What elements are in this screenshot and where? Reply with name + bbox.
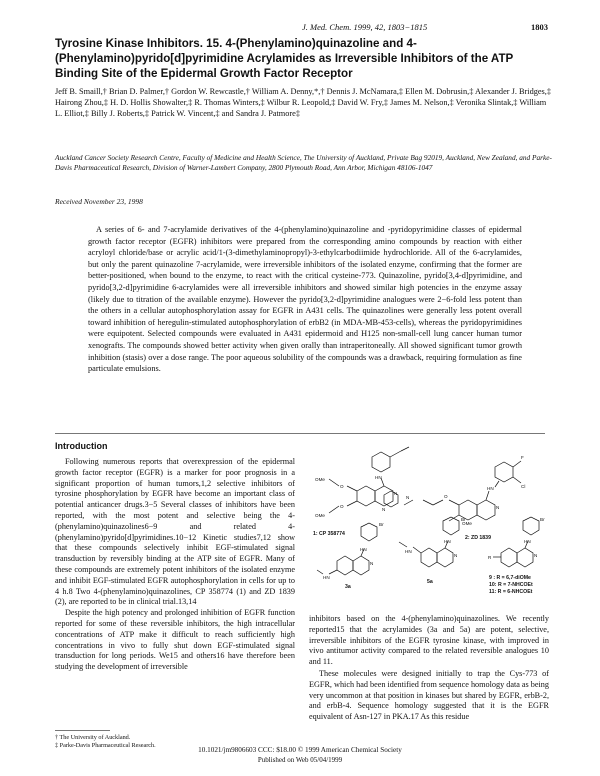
article-title: Tyrosine Kinase Inhibitors. 15. 4-(Phenylamino)quinazoline and 4-(Phenylamino)pyrido[d]pyrimidine Acrylamides as Irreversible Inhibitors of the ATP Binding Site of the Epidermal Growth Factor Receptor (55, 37, 514, 80)
structures-drawing (309, 443, 549, 611)
received-date: Received November 23, 1998 (55, 197, 143, 206)
footnote: ‡ Parke-Davis Pharmaceutical Research. (55, 742, 156, 749)
compound-legend: 10: R = 7-NHCOEt (489, 582, 533, 588)
published-date: Published on Web 05/04/1999 (257, 756, 343, 764)
atom-label: F (521, 455, 524, 460)
intro-paragraph: Following numerous reports that overexpression of the epidermal growth factor receptor (EGFR) is a marker for poor prognosis in a significant proportion of human tumors,1,2 selective inhibitors of tyrosine phosphorylation by EGFR have become an important class of potential anticancer drugs.3−5 Several classes of inhibitors have been reported, with the most potent and selective being the 4-(phenylamino)quinazolines6−9 and related 4-(phenylamino)pyrido[d]pyrimidines.10−12 Kinetic studies7,12 show that these compounds selectively inhibit EGF-stimulated signal transduction by reversibly binding at the ATP site of EGFR. Many of these compounds are extremely potent inhibitors of the isolated enzyme and inhibit EGF-stimulated EGFR autophosphorylation in cells for up to 4 h.8 Two 4-(phenylamino)quinazolines, CP 358774 (1) and ZD 1839 (2), are reported to be in clinical trial.13,14 (55, 457, 295, 607)
atom-label: OMe (315, 513, 325, 518)
atom-label: HN (323, 575, 330, 580)
atom-label: Cl (521, 484, 526, 489)
atom-label: Br (461, 517, 466, 522)
section-heading-introduction: Introduction (55, 441, 108, 451)
atom-label: O (340, 504, 344, 509)
atom-label: OMe (462, 521, 472, 526)
atom-label: N (534, 553, 538, 558)
body-paragraph: inhibitors based on the 4-(phenylamino)quinazolines. We recently reported15 that the acrylamides (3a and 5a) are potent, selective, irreversible inhibitors of the EGFR tyrosine kinase, with improved in vivo antitumor activity compared to the related reversible analogues 10 and 11. (309, 614, 549, 667)
atom-label: N (370, 561, 374, 566)
atom-label: HN (375, 475, 382, 480)
divider (55, 433, 545, 434)
ring (495, 462, 513, 482)
ring (437, 548, 453, 567)
atom-label: N (496, 505, 500, 510)
ring (337, 556, 353, 575)
atom-label: O (340, 484, 344, 489)
intro-paragraph: Despite the high potency and prolonged inhibition of EGFR function reported for some of these reversible inhibitors, the high intracellular concentrations of ATP make it difficult to reach sufficiently high concentrations in vivo to fully shut down EGF-stimulated signal transduction for long periods. We15 and others16 have therefore been studying the development of irreversible (55, 608, 295, 672)
ring (477, 500, 495, 520)
chemical-structures-figure (309, 443, 549, 611)
atom-label: HN (444, 539, 451, 544)
journal-citation: J. Med. Chem. 1999, 42, 1803−1815 (302, 22, 428, 32)
ring (517, 548, 533, 567)
atom-label: O (444, 494, 448, 499)
atom-label: N (406, 495, 410, 500)
compound-legend: 11: R = 6-NHCOEt (489, 589, 533, 595)
atom-label: N (394, 491, 398, 496)
ring (353, 556, 369, 575)
atom-label: Br (379, 522, 384, 527)
ring (357, 486, 375, 506)
atom-label: R (488, 555, 492, 560)
compound-label: 3a (345, 584, 351, 590)
compound-label: 2: ZD 1839 (465, 535, 491, 541)
atom-label: HN (360, 547, 367, 552)
atom-label: HN (487, 486, 494, 491)
atom-label: HN (405, 549, 412, 554)
ring (372, 452, 390, 472)
atom-label: N (454, 553, 458, 558)
right-column (309, 614, 549, 723)
atom-label: N (382, 507, 386, 512)
compound-legend: 9 : R = 6,7-diOMe (489, 575, 531, 581)
footnote-divider (55, 730, 110, 731)
abstract: A series of 6- and 7-acrylamide derivatives of the 4-(phenylamino)quinazoline and -pyridopyrimidine classes of epidermal growth factor receptor (EGFR) inhibitors were prepared from the corresponding amino compounds by reaction with either acryloyl chloride/base or acrylic acid/1-(3-dimethylaminopropyl)-3-ethylcarbodiimide hydrochloride. All of the 6-acrylamides, but only the parent quinazoline 7-acrylamide, were irreversible inhibitors of the isolated enzyme, confirming that the former are better-positioned, when bound to the enzyme, to react with the critical cysteine-773. Quinazoline, pyrido[3,4-d]pyrimidine, and pyrido[3,2-d]pyrimidine 6-acrylamides were all irreversible inhibitors and showed similar high potencies in the enzyme assay (likely due to titration of the available enzyme). However the pyrido[3,2-d]pyrimidine analogues were 2−6-fold less potent than the others in a cellular autophosphorylation assay for EGFR in A431 cells. The quinazolines were generally less potent overall toward inhibition of heregulin-stimulated autophosphorylation of erbB2 (in MDA-MB-453-cells), whereas the pyridopyrimidines were equipotent. Selected compounds were evaluated in A431 epidermoid and H125 non-small-cell lung cancer human tumor xenografts. The compounds showed better activity when given orally than intraperitoneally. All showed significant tumor growth inhibition (stasis) over a dose range. The poor aqueous solubility of the compounds was a drawback, requiring formulation as fine particulate emulsions. (88, 225, 522, 374)
ring (421, 548, 437, 567)
atom-label: HN (524, 539, 531, 544)
atom-label: Br (540, 517, 545, 522)
ring (501, 548, 517, 567)
compound-label: 5a (427, 579, 433, 585)
page-number: 1803 (531, 22, 548, 32)
author-list: Jeff B. Smaill,† Brian D. Palmer,† Gordon W. Rewcastle,† William A. Denny,*,† Dennis J. McNamara,‡ Ellen M. Dobrusin,‡ Alexander J. Bridges,‡ Hairong Zhou,‡ H. D. Hollis Showalter,‡ R. Thomas Winters,‡ Wilbur R. Leopold,‡ David W. Fry,‡ James M. Nelson,‡ Veronika Slintak,‡ William L. Elliot,‡ Billy J. Roberts,‡ Patrick W. Vincent,‡ and Sandra J. Patmore‡ (55, 87, 552, 119)
affiliation: Auckland Cancer Society Research Centre, Faculty of Medicine and Health Science, The University of Auckland, Private Bag 92019, Auckland, New Zealand, and Parke-Davis Pharmaceutical Research, Division of Warner-Lambert Company, 2800 Plymouth Road, Ann Arbor, Michigan 48106-1047 (55, 153, 552, 172)
body-paragraph: These molecules were designed initially to trap the Cys-773 of EGFR, which had been identified from sequence homology data as being very uncommon at that position in kinases but shared by EGFR, erbB-2, and erbB-4. Sequence homology suggested that it is the EGFR equivalent of Asn-127 in PKA.17 As this residue (309, 668, 549, 722)
left-column (55, 457, 295, 673)
ring (361, 523, 377, 541)
doi-copyright-line: 10.1021/jm9806603 CCC: $18.00 © 1999 American Chemical Society (198, 746, 402, 754)
footnote: † The University of Auckland. (55, 734, 131, 741)
atom-label: OMe (315, 477, 325, 482)
ring (523, 517, 539, 535)
compound-label: 1: CP 358774 (313, 531, 345, 537)
